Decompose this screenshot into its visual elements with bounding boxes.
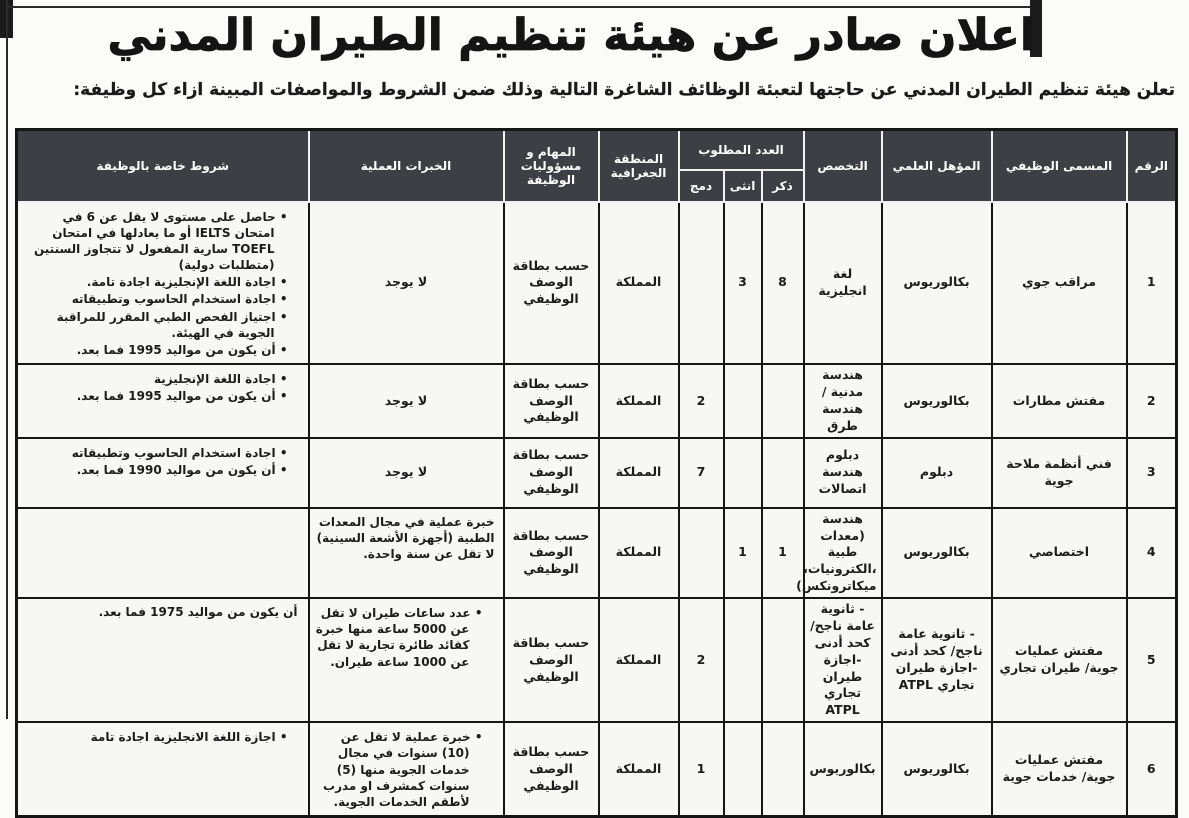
- cell-duties: حسب بطاقة الوصف الوظيفي: [504, 722, 599, 816]
- conditions-list: [22, 209, 300, 359]
- cell-specialization: هندسة مدنية / هندسة طرق: [804, 364, 882, 438]
- condition-item: • أن يكون من مواليد 1995 فما بعد.: [24, 342, 288, 358]
- experience-list: [314, 605, 495, 670]
- cell-region: المملكة: [599, 438, 679, 508]
- cell-female-count: [724, 364, 762, 438]
- condition-item: • اجادة اللغة الإنجليزية اجادة تامة.: [24, 274, 288, 290]
- cell-job-title: مفتش عمليات جوية/ طيران تجاري: [992, 598, 1127, 722]
- cell-specialization: بكالوريوس: [804, 722, 882, 816]
- cell-male-count: [762, 722, 804, 816]
- cell-number: 2: [1127, 364, 1177, 438]
- table-row: [17, 722, 1177, 816]
- cell-experience: خبرة عملية في مجال المعدات الطبية (أجهزة الأشعة السينية) لا تقل عن سنة واحدة.: [309, 508, 504, 598]
- condition-item: • حاصل على مستوى لا يقل عن 6 في امتحان IELTS أو ما يعادلها في امتحان TOEFL سارية المفعول لا تتجاوز السنتين (متطلبات دولية): [24, 209, 288, 274]
- experience-item: • خبرة عملية لا تقل عن (10) سنوات في مجال خدمات الجوية منها (5) سنوات كمشرف او مدرب لأطقم الخدمات الجوية.: [316, 729, 483, 810]
- cell-female-count: [724, 598, 762, 722]
- condition-item: • أن يكون من مواليد 1990 فما بعد.: [24, 462, 288, 478]
- cell-number: 5: [1127, 598, 1177, 722]
- cell-specialization: دبلوم هندسة اتصالات: [804, 438, 882, 508]
- cell-female-count: [724, 722, 762, 816]
- cell-conditions: [17, 202, 309, 365]
- col-qualification-header: المؤهل العلمي: [882, 130, 992, 202]
- page-title: اعلان صادر عن هيئة تنظيم الطيران المدني: [107, 10, 1035, 61]
- cell-merged-count: 7: [679, 438, 724, 508]
- cell-merged-count: 2: [679, 598, 724, 722]
- cell-conditions: [17, 438, 309, 508]
- cell-experience: [309, 722, 504, 816]
- cell-male-count: [762, 438, 804, 508]
- cell-number: 1: [1127, 202, 1177, 365]
- cell-female-count: 1: [724, 508, 762, 598]
- cell-experience: [309, 598, 504, 722]
- cell-conditions: [17, 598, 309, 722]
- cell-number: 6: [1127, 722, 1177, 816]
- cell-female-count: [724, 438, 762, 508]
- left-border-line: [6, 0, 8, 719]
- cell-job-title: فني أنظمة ملاحة جوية: [992, 438, 1127, 508]
- cell-specialization: - ثانوية عامة ناجح/ كحد أدنى -اجازة طيران تجاري ATPL: [804, 598, 882, 722]
- cell-experience: لا يوجد: [309, 438, 504, 508]
- table-row: [17, 202, 1177, 365]
- cell-specialization: لغة انجليزية: [804, 202, 882, 365]
- table-row: [17, 364, 1177, 438]
- cell-male-count: 1: [762, 508, 804, 598]
- cell-duties: حسب بطاقة الوصف الوظيفي: [504, 508, 599, 598]
- col-required-count-header: العدد المطلوب: [679, 130, 804, 170]
- cell-duties: حسب بطاقة الوصف الوظيفي: [504, 598, 599, 722]
- conditions-list: [22, 729, 300, 745]
- col-female-header: انثى: [724, 170, 762, 202]
- condition-item: أن يكون من مواليد 1975 فما بعد.: [98, 605, 298, 620]
- cell-specialization: هندسة (معدات طبية ،الكترونيات، ميكاترونكس): [804, 508, 882, 598]
- cell-qualification: - ثانوية عامة ناجح/ كحد أدنى -اجازة طيران تجاري ATPL: [882, 598, 992, 722]
- condition-item: • اجادة استخدام الحاسوب وتطبيقاته: [24, 445, 288, 461]
- cell-experience: لا يوجد: [309, 364, 504, 438]
- condition-item: • اجادة استخدام الحاسوب وتطبيقاته: [24, 291, 288, 307]
- cell-conditions: [17, 722, 309, 816]
- cell-job-title: مفتش مطارات: [992, 364, 1127, 438]
- cell-merged-count: 2: [679, 364, 724, 438]
- cell-duties: حسب بطاقة الوصف الوظيفي: [504, 364, 599, 438]
- cell-merged-count: [679, 202, 724, 365]
- cell-duties: حسب بطاقة الوصف الوظيفي: [504, 438, 599, 508]
- table-row: [17, 508, 1177, 598]
- header-row: [17, 130, 1177, 170]
- cell-qualification: بكالوريوس: [882, 202, 992, 365]
- cell-female-count: 3: [724, 202, 762, 365]
- cell-qualification: بكالوريوس: [882, 508, 992, 598]
- cell-job-title: مفتش عمليات جوية/ خدمات جوية: [992, 722, 1127, 816]
- cell-merged-count: 1: [679, 722, 724, 816]
- col-merged-header: دمج: [679, 170, 724, 202]
- cell-region: المملكة: [599, 364, 679, 438]
- page-subtitle: تعلن هيئة تنظيم الطيران المدني عن حاجتها لتعبئة الوظائف الشاغرة التالية وذلك ضمن الشروط والمواصفات المبينة ازاء كل وظيفة:: [73, 80, 1175, 100]
- cell-conditions: [17, 364, 309, 438]
- condition-item: • أن يكون من مواليد 1995 فما بعد.: [24, 388, 288, 404]
- cell-qualification: دبلوم: [882, 438, 992, 508]
- cell-merged-count: [679, 508, 724, 598]
- col-job-title-header: المسمى الوظيفي: [992, 130, 1127, 202]
- cell-job-title: مراقب جوي: [992, 202, 1127, 365]
- col-specialization-header: التخصص: [804, 130, 882, 202]
- jobs-table: [15, 128, 1178, 818]
- col-duties-header: المهام و مسؤوليات الوظيفة: [504, 130, 599, 202]
- condition-item: • اجادة اللغة الإنجليزية: [24, 371, 288, 387]
- cell-job-title: اختصاصي: [992, 508, 1127, 598]
- experience-item: • عدد ساعات طيران لا تقل عن 5000 ساعة منها خبرة كقائد طائرة تجارية لا تقل عن 1000 ساعة طيران.: [316, 605, 483, 670]
- cell-qualification: بكالوريوس: [882, 722, 992, 816]
- cell-qualification: بكالوريوس: [882, 364, 992, 438]
- col-experience-header: الخبرات العملية: [309, 130, 504, 202]
- cell-experience: لا يوجد: [309, 202, 504, 365]
- table-row: [17, 598, 1177, 722]
- col-conditions-header: شروط خاصة بالوظيفة: [17, 130, 309, 202]
- condition-item: • اجتياز الفحص الطبي المقرر للمراقبة الجوية في الهيئة.: [24, 309, 288, 341]
- experience-list: [314, 729, 495, 810]
- col-male-header: ذكر: [762, 170, 804, 202]
- condition-item: • اجازة اللغة الانجليزية اجادة تامة: [24, 729, 288, 745]
- cell-region: المملكة: [599, 722, 679, 816]
- cell-male-count: [762, 364, 804, 438]
- cell-region: المملكة: [599, 598, 679, 722]
- cell-duties: حسب بطاقة الوصف الوظيفي: [504, 202, 599, 365]
- col-number-header: الرقم: [1127, 130, 1177, 202]
- conditions-list: [22, 445, 300, 478]
- cell-male-count: [762, 598, 804, 722]
- col-region-header: المنطقة الجغرافية: [599, 130, 679, 202]
- conditions-list: [22, 371, 300, 404]
- table-row: [17, 438, 1177, 508]
- cell-region: المملكة: [599, 508, 679, 598]
- cell-male-count: 8: [762, 202, 804, 365]
- cell-number: 3: [1127, 438, 1177, 508]
- cell-region: المملكة: [599, 202, 679, 365]
- cell-number: 4: [1127, 508, 1177, 598]
- cell-conditions: [17, 508, 309, 598]
